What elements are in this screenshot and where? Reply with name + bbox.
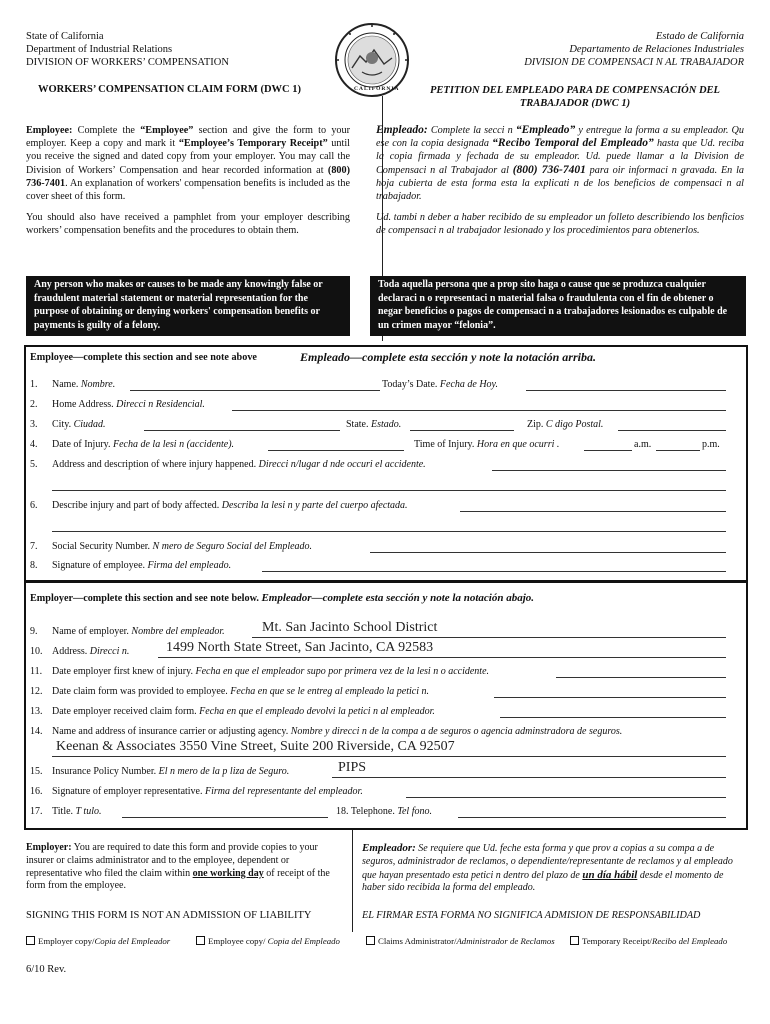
state-name: State of California bbox=[26, 31, 104, 42]
label-en: State. bbox=[346, 419, 369, 430]
row-title bbox=[30, 806, 101, 817]
row-policy-number bbox=[30, 766, 289, 777]
division-name: DIVISION OF WORKERS’ COMPENSATION bbox=[26, 57, 229, 68]
row-employer-address bbox=[30, 646, 129, 657]
california-seal-icon bbox=[334, 22, 410, 98]
row-claim-received-date bbox=[30, 706, 435, 717]
row-num: 1. bbox=[30, 379, 38, 390]
department-name: Department of Industrial Relations bbox=[26, 44, 173, 55]
label-es: Ciudad. bbox=[73, 419, 106, 430]
copy-employer[interactable] bbox=[26, 936, 170, 946]
footer-es-a: Se requiere que Ud. feche esta forma y que prov a copias a su compa a de seguros, administrador de reclamos, o dependiente/representante de reclamos y al empleado que hayan presentado esta petici n dentro del plazo de bbox=[362, 843, 733, 881]
copy-employee[interactable] bbox=[196, 936, 340, 946]
employer-address-field[interactable] bbox=[158, 657, 726, 658]
warning-english: Any person who makes or causes to be made any knowingly false or fraudulent material statement or material representation for the purpose of obtaining or denying workers' compensation benefits or payments is guilty of a felony. bbox=[26, 276, 350, 336]
copy-label-es: Copia del Empleado bbox=[267, 936, 340, 946]
home-address-field[interactable] bbox=[232, 410, 726, 411]
claim-received-date-field[interactable] bbox=[500, 717, 726, 718]
row-num: 8. bbox=[30, 560, 38, 571]
label-en: Insurance Policy Number. bbox=[52, 766, 157, 777]
revision-label: 6/10 Rev. bbox=[26, 964, 67, 975]
employer-name-value[interactable]: Mt. San Jacinto School District bbox=[262, 620, 438, 635]
intro-es-g: para oir informaci n gravada. En la hoja cubierta de esta forma esta la explicati n de los beneficios de compensaci n al trabajador. bbox=[376, 164, 745, 203]
checkbox-icon[interactable] bbox=[570, 936, 579, 945]
intro-es-d: “Recibo Temporal del Empleado” bbox=[492, 137, 654, 150]
footer-en-lead: Employer: bbox=[26, 842, 72, 853]
label-en: Signature of employee. bbox=[52, 560, 146, 571]
row-employer-knew-date bbox=[30, 666, 489, 677]
injury-description-field[interactable] bbox=[460, 511, 726, 512]
intro-en-g: . An explanation of workers' compensation benefits is included as the cover sheet of this form. bbox=[26, 177, 350, 203]
row-num: 12. bbox=[30, 686, 43, 697]
intro-en-b: “Employee” bbox=[140, 125, 194, 136]
pm-label: p.m. bbox=[702, 439, 720, 450]
row-num: 10. bbox=[30, 646, 43, 657]
name-field[interactable] bbox=[130, 390, 380, 391]
row-num: 14. bbox=[30, 726, 43, 737]
label-es: N mero de Seguro Social del Empleado. bbox=[152, 541, 313, 552]
intro-en-d: “Employee’s Temporary Receipt” bbox=[178, 138, 328, 150]
label-en: Date of Injury. bbox=[52, 439, 111, 450]
row-state bbox=[346, 419, 401, 430]
heading-es: Empleador—complete esta sección y note la notación abajo. bbox=[261, 592, 534, 604]
copy-label-es: Copia del Empleador bbox=[94, 936, 171, 946]
intro-en-c: section and give the form to your employer. Keep a copy and mark it bbox=[26, 125, 351, 150]
label-es: Firma del representante del empleador. bbox=[205, 786, 363, 797]
intro-en-pamphlet: You should also have received a pamphlet from your employer describing workers’ compensation benefits and the procedures to obtain them. bbox=[26, 212, 350, 237]
row-num: 15. bbox=[30, 766, 43, 777]
footer-en-a: You are required to date this form and provide copies to your insurer or claims administrator and to the employee, dependent or representative who filed the claim within bbox=[26, 842, 318, 879]
label-es: Nombre del empleador. bbox=[131, 626, 225, 637]
footer-employer-note bbox=[26, 842, 344, 893]
title-field[interactable] bbox=[122, 817, 328, 818]
row-city bbox=[30, 419, 106, 430]
intro-es-c: y entregue la forma a su empleador. Qu ese con la copia designada bbox=[376, 125, 745, 150]
row-num: 16. bbox=[30, 786, 43, 797]
copy-label-es: Administrador de Reclamos bbox=[456, 936, 555, 946]
checkbox-icon[interactable] bbox=[366, 936, 375, 945]
label-es: Fecha en que se le entreg al empleado la petici n. bbox=[230, 686, 430, 697]
label-en: Title. bbox=[52, 806, 74, 817]
liability-note-english: SIGNING THIS FORM IS NOT AN ADMISSION OF LIABILITY bbox=[26, 910, 312, 921]
state-field[interactable] bbox=[410, 430, 514, 431]
employer-signature-field[interactable] bbox=[406, 797, 726, 798]
label-en: Name. bbox=[52, 379, 79, 390]
intro-es-e: hasta que Ud. reciba la copia firmada y fechada de su empleador. Ud. puede llamar a la Division de Compensaci n al Trabajador al bbox=[376, 138, 744, 176]
row-num: 11. bbox=[30, 666, 43, 677]
copy-label-en: Employee copy/ bbox=[208, 936, 268, 946]
employee-section-heading: Employee—complete this section and see note above bbox=[30, 352, 257, 363]
label-es: Describa la lesi n y parte del cuerpo afectada. bbox=[221, 500, 408, 511]
intro-en-e: until you receive the signed and dated copy from your employer. You may call the Division of Workers’ Compensation and hear recorded information at bbox=[26, 138, 350, 176]
row-telephone bbox=[336, 806, 432, 817]
checkbox-icon[interactable] bbox=[196, 936, 205, 945]
label-en: City. bbox=[52, 419, 72, 430]
row-claim-provided-date bbox=[30, 686, 429, 697]
zip-field[interactable] bbox=[618, 430, 726, 431]
label-es: Direcci n/lugar d nde occuri el accidente. bbox=[258, 459, 426, 470]
employer-name-field[interactable] bbox=[252, 637, 726, 638]
copy-label-en: Claims Administrator/ bbox=[378, 936, 457, 946]
row-time-of-injury bbox=[414, 439, 559, 450]
row-num: 9. bbox=[30, 626, 38, 637]
label-es: Fecha de Hoy. bbox=[439, 379, 498, 390]
row-num: 4. bbox=[30, 439, 38, 450]
footer-en-c: of receipt of the form from the employee. bbox=[26, 867, 330, 892]
intro-es-pamphlet: Ud. tambi n deber a haber recibido de su empleador un folleto describiendo los benficios de compensaci n al trabajador lesionado y los procedimientos para obtenerlos. bbox=[376, 212, 744, 237]
label-en: Date claim form was provided to employee. bbox=[52, 686, 228, 697]
intro-es-phone: (800) 736-7401 bbox=[512, 163, 586, 176]
row-num: 7. bbox=[30, 541, 38, 552]
label-en: Telephone. bbox=[350, 806, 395, 817]
footer-empleador-note bbox=[362, 842, 746, 895]
injury-description-field-2[interactable] bbox=[52, 531, 726, 532]
label-en: Date employer first knew of injury. bbox=[52, 666, 193, 677]
footer-en-deadline: one working day bbox=[192, 867, 264, 879]
row-ssn bbox=[30, 541, 312, 552]
title-english: WORKERS’ COMPENSATION CLAIM FORM (DWC 1) bbox=[38, 84, 301, 95]
row-zip bbox=[527, 419, 603, 430]
heading-en: Employer—complete this section and see note below. bbox=[30, 593, 259, 604]
todays-date-field[interactable] bbox=[526, 390, 726, 391]
date-of-injury-field[interactable] bbox=[268, 450, 404, 451]
intro-es-a: Complete la secci n bbox=[427, 125, 516, 136]
footer-es-lead: Empleador: bbox=[362, 842, 416, 854]
label-en: Zip. bbox=[527, 419, 544, 430]
copy-label-es: Recibo del Empleado bbox=[651, 936, 728, 946]
label-en: Signature of employer representative. bbox=[52, 786, 203, 797]
label-es: Fecha de la lesi n (accidente). bbox=[113, 439, 235, 450]
label-en: Time of Injury. bbox=[414, 439, 475, 450]
label-es: Firma del empleado. bbox=[147, 560, 232, 571]
policy-number-value[interactable]: PIPS bbox=[338, 760, 367, 775]
label-es: Nombre. bbox=[80, 379, 116, 390]
row-num: 17. bbox=[30, 806, 43, 817]
label-es: Hora en que ocurri . bbox=[476, 439, 560, 450]
row-num: 5. bbox=[30, 459, 38, 470]
row-insurance-carrier bbox=[30, 726, 622, 737]
seal-text: CALIFORNIA bbox=[354, 86, 400, 92]
row-employee-signature bbox=[30, 560, 231, 571]
row-todays-date bbox=[382, 379, 498, 390]
header-left bbox=[26, 30, 229, 69]
label-en: Describe injury and part of body affected. bbox=[52, 500, 220, 511]
injury-location-field-2[interactable] bbox=[52, 490, 726, 491]
am-label: a.m. bbox=[634, 439, 652, 450]
intro-spanish bbox=[376, 124, 744, 238]
intro-en-a: Complete the bbox=[72, 125, 141, 136]
title-spanish: PETITION DEL EMPLEADO PARA DE COMPENSACIÓN DEL TRABAJADOR (DWC 1) bbox=[430, 85, 720, 109]
employer-address-value[interactable]: 1499 North State Street, San Jacinto, CA 92583 bbox=[166, 640, 434, 655]
label-en: Date employer received claim form. bbox=[52, 706, 197, 717]
header-right bbox=[524, 30, 744, 69]
footer-es-deadline: un día hábil bbox=[582, 868, 638, 881]
row-num: 3. bbox=[30, 419, 38, 430]
employee-signature-field[interactable] bbox=[262, 571, 726, 572]
label-en: Social Security Number. bbox=[52, 541, 151, 552]
employee-section-heading-es: Empleado—complete esta sección y note la notación arriba. bbox=[300, 350, 596, 364]
label-es: Nombre y direcci n de la compa a de seguros o agencia adminstradora de seguros. bbox=[290, 726, 623, 737]
ssn-field[interactable] bbox=[370, 552, 726, 553]
label-es: El n mero de la p liza de Seguro. bbox=[158, 766, 290, 777]
label-es: Tel fono. bbox=[397, 806, 432, 817]
telephone-field[interactable] bbox=[458, 817, 726, 818]
label-en: Address. bbox=[52, 646, 88, 657]
copy-label-en: Temporary Receipt/ bbox=[582, 936, 652, 946]
label-en: Address and description of where injury happened. bbox=[52, 459, 257, 470]
row-injury-description bbox=[30, 500, 408, 511]
claim-provided-date-field[interactable] bbox=[494, 697, 726, 698]
row-num: 13. bbox=[30, 706, 43, 717]
row-num: 2. bbox=[30, 399, 38, 410]
time-pm-field[interactable] bbox=[656, 450, 700, 451]
label-es: Estado. bbox=[371, 419, 402, 430]
city-field[interactable] bbox=[144, 430, 340, 431]
row-home-address bbox=[30, 399, 205, 410]
row-name bbox=[30, 379, 115, 390]
employer-knew-date-field[interactable] bbox=[556, 677, 726, 678]
division-name-es: DIVISION DE COMPENSACI N AL TRABAJADOR bbox=[524, 57, 744, 68]
label-en: Name of employer. bbox=[52, 626, 129, 637]
checkbox-icon[interactable] bbox=[26, 936, 35, 945]
label-es: Direcci n. bbox=[89, 646, 130, 657]
row-num: 6. bbox=[30, 500, 38, 511]
row-injury-location bbox=[30, 459, 426, 470]
label-en: Today’s Date. bbox=[382, 379, 438, 390]
label-en: Home Address. bbox=[52, 399, 114, 410]
row-employer-signature bbox=[30, 786, 363, 797]
label-es: Fecha en que el empleado devolvi la petici n al empleador. bbox=[199, 706, 435, 717]
copy-claims-admin[interactable] bbox=[366, 936, 555, 946]
intro-es-b: “Empleado” bbox=[515, 124, 576, 136]
department-name-es: Departamento de Relaciones Industriales bbox=[569, 44, 744, 55]
time-am-field[interactable] bbox=[584, 450, 632, 451]
row-num: 18. bbox=[336, 806, 349, 817]
liability-note-spanish: EL FIRMAR ESTA FORMA NO SIGNIFICA ADMISION DE RESPONSABILIDAD bbox=[362, 910, 701, 921]
label-es: Direcci n Residencial. bbox=[116, 399, 205, 410]
injury-location-field[interactable] bbox=[492, 470, 726, 471]
insurance-carrier-value[interactable]: Keenan & Associates 3550 Vine Street, Suite 200 Riverside, CA 92507 bbox=[56, 739, 455, 754]
warning-spanish: Toda aquella persona que a prop sito haga o cause que se produzca cualquier declaraci n o representaci n material falsa o fraudulenta con el fin de obtener o negar beneficios o pagos de compensaci n a trabajadores lesionados es culpable de un crimen mayor “felonia”. bbox=[370, 276, 746, 336]
copy-temporary-receipt[interactable] bbox=[570, 936, 727, 946]
employer-section-heading bbox=[30, 592, 534, 604]
insurance-carrier-field[interactable] bbox=[52, 756, 726, 757]
intro-english bbox=[26, 124, 350, 238]
intro-employee-lead: Employee: bbox=[26, 125, 73, 136]
intro-en-phone: (800) 736-7401 bbox=[26, 164, 350, 189]
footer-divider bbox=[352, 830, 353, 932]
label-es: T tulo. bbox=[75, 806, 102, 817]
label-es: C digo Postal. bbox=[545, 419, 604, 430]
policy-number-field[interactable] bbox=[332, 777, 726, 778]
state-name-es: Estado de California bbox=[655, 31, 744, 42]
footer-es-c: desde el momento de haber sido recibida la forma del empleado. bbox=[362, 869, 724, 894]
label-es: Fecha en que el empleador supo por primera vez de la lesi n o accidente. bbox=[195, 666, 490, 677]
label-en: Name and address of insurance carrier or adjusting agency. bbox=[52, 726, 289, 737]
intro-empleado-lead: Empleado: bbox=[376, 124, 428, 136]
row-date-of-injury bbox=[30, 439, 234, 450]
row-employer-name bbox=[30, 626, 225, 637]
copy-label-en: Employer copy/ bbox=[38, 936, 95, 946]
